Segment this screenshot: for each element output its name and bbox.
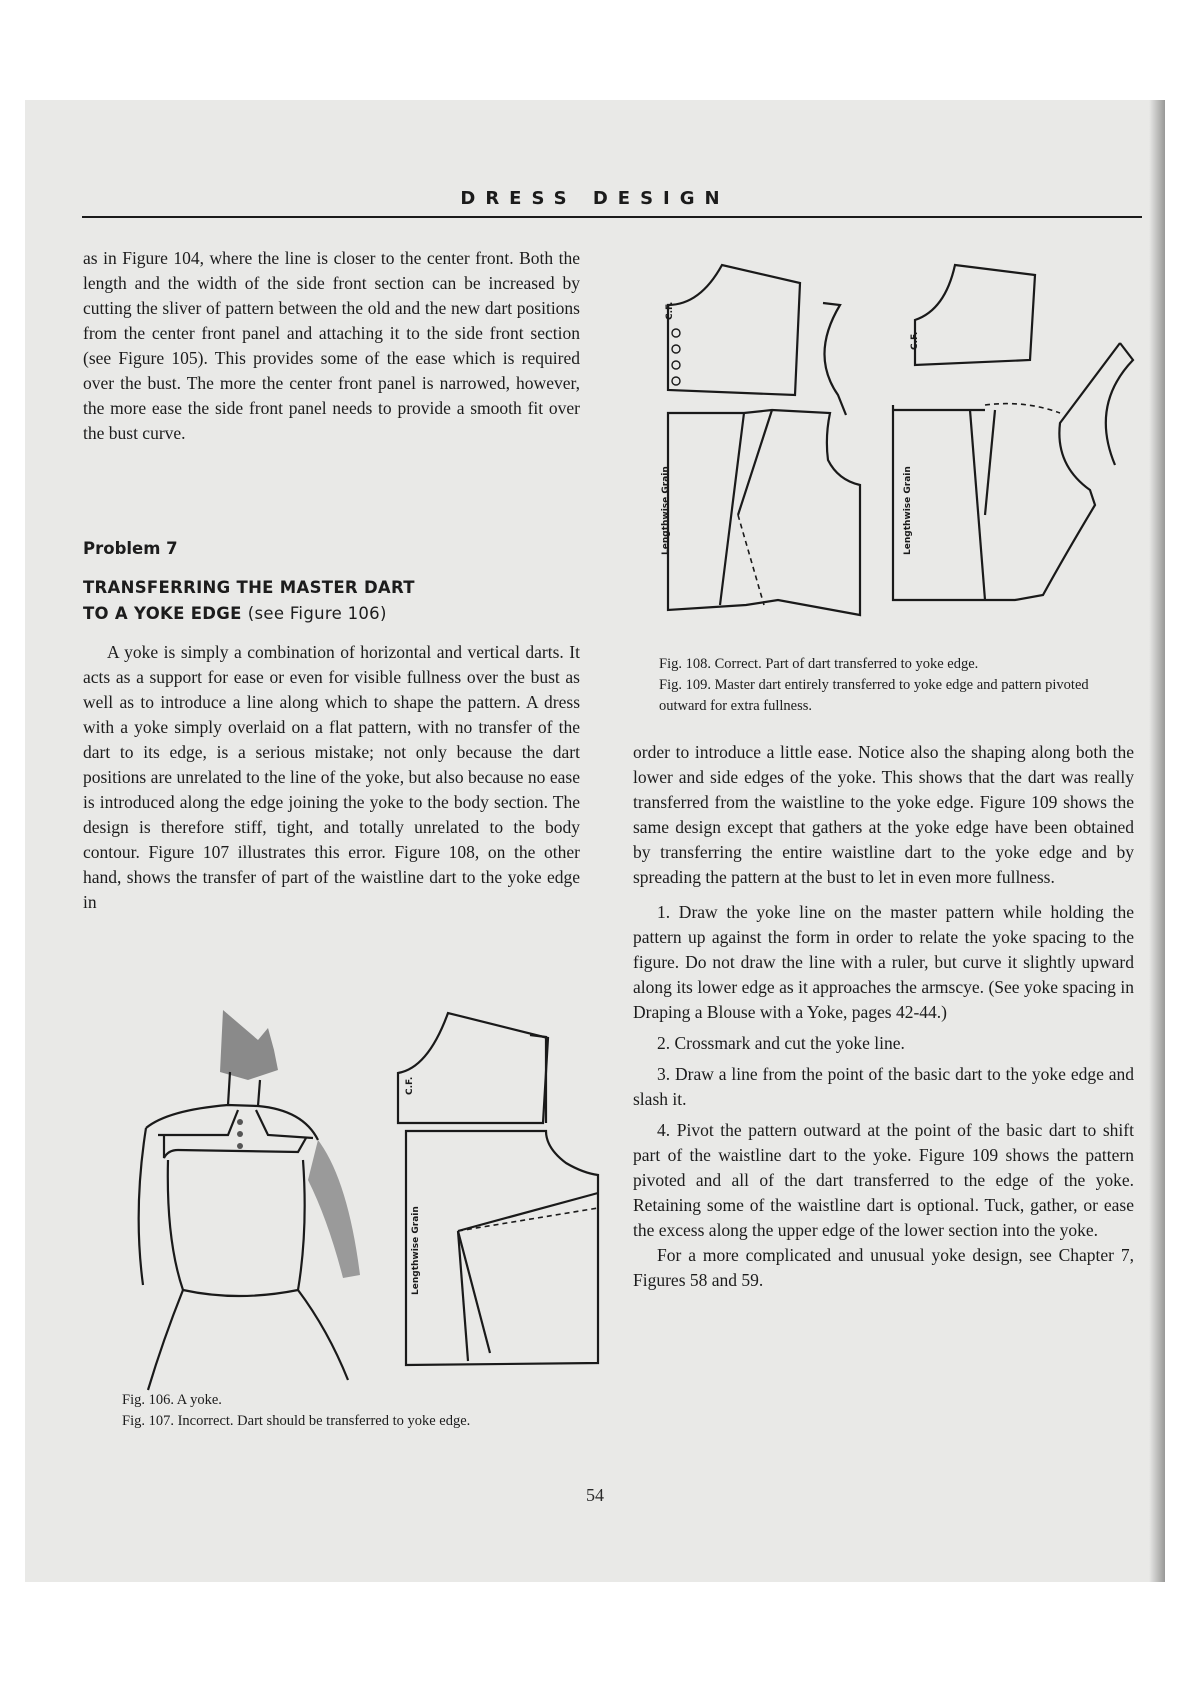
fig108-side-strip — [823, 303, 846, 415]
caption-fig108: Fig. 108. Correct. Part of dart transferred to yoke edge. — [659, 656, 979, 672]
figure-106-dress-sketch — [128, 1010, 368, 1390]
page-number: 54 — [586, 1485, 604, 1505]
fig109-body — [893, 343, 1120, 600]
fig109-dart-right — [985, 410, 995, 515]
fig108-button-3 — [672, 361, 680, 369]
fig107-body — [406, 1131, 598, 1365]
fig107-yoke — [398, 1013, 548, 1123]
yoke-paragraph-block — [83, 640, 580, 915]
fig109-dart-left — [970, 410, 985, 600]
problem-title: Problem 7 — [83, 539, 178, 558]
fig107-grain-label: Lengthwise Grain — [411, 1206, 421, 1295]
fig109-cf-label: C.F. — [910, 331, 920, 350]
fig106-skirt — [148, 1290, 348, 1390]
problem-heading-line1: TRANSFERRING THE MASTER DART — [83, 578, 415, 597]
problem-heading-line2 — [83, 601, 580, 627]
paragraph-continued: as in Figure 104, where the line is closer to the center front. Both the length and the width of the side front section can be increased by cutting the sliver of pattern between the old and the new dart positions from the center front panel and attaching it to the side front section (see Figure 105). This provides some of the ease which is required over the bust. The more the center front panel is narrowed, however, the more ease the side front panel needs to provide a smooth fit over the bust curve. — [83, 248, 580, 443]
running-head: DRESS DESIGN — [460, 188, 730, 209]
problem-block — [83, 536, 580, 627]
paragraph-continued-right: order to introduce a little ease. Notice also the shaping along both the lower and side edges of the yoke. This shows that the dart was really transferred from the waistline to the yoke edge. Figure 109 shows the same design except that gathers at the yoke edge have been obtained by transferring the entire waistline dart to the yoke edge and by spreading the pattern at the bust to let in even more fullness. — [633, 742, 1134, 887]
problem-heading-ref: (see Figure 106) — [247, 604, 387, 623]
fig109-grain-label: Lengthwise Grain — [903, 466, 913, 555]
problem-heading-text: TO A YOKE EDGE — [83, 604, 242, 623]
fig107-cf-label: C.F. — [405, 1076, 415, 1095]
header-rule — [82, 216, 1142, 218]
fig109-gathers-dashed — [985, 404, 1060, 413]
caption-fig107: Fig. 107. Incorrect. Dart should be transferred to yoke edge. — [122, 1413, 471, 1429]
fig106-button-3 — [237, 1143, 243, 1149]
fig108-grain-label: Lengthwise Grain — [661, 466, 671, 555]
fig106-button-1 — [237, 1119, 243, 1125]
fig106-107-captions — [122, 1390, 617, 1432]
fig108-dart-dashed — [738, 515, 764, 605]
left-column — [83, 246, 580, 446]
step-3: 3. Draw a line from the point of the basic dart to the yoke edge and slash it. — [633, 1064, 1134, 1109]
yoke-paragraph: A yoke is simply a combination of horizontal and vertical darts. It acts as a support for ease or even for visible fullness over the bust as well as to introduce a line along which to shape the pattern. A dress with a yoke simply overlaid on a flat pattern, with no transfer of the dart to its edge, is a serious mistake; not only because the dart positions are unrelated to the line of the yoke, but also because no ease is introduced along the edge joining the yoke to the body section. The design is therefore stiff, tight, and totally unrelated to the body contour. Figure 107 illustrates this error. Figure 108, on the other hand, shows the transfer of part of the waistline dart to the yoke edge in — [83, 642, 580, 912]
caption-fig109: Fig. 109. Master dart entirely transferred to yoke edge and pattern pivoted outward for extra fullness. — [659, 677, 1089, 714]
step-2: 2. Crossmark and cut the yoke line. — [657, 1033, 905, 1053]
fig108-button-1 — [672, 329, 680, 337]
figure-107-pattern — [398, 1013, 613, 1368]
fig106-button-2 — [237, 1131, 243, 1137]
caption-fig106: Fig. 106. A yoke. — [122, 1392, 222, 1408]
figure-109-pattern — [885, 265, 1135, 645]
fig109-yoke — [915, 265, 1035, 365]
step-1: 1. Draw the yoke line on the master pattern while holding the pattern up against the form in order to relate the yoke spacing to the figure. Do not draw the line with a ruler, but curve it slightly upward along its lower edge as it approaches the armscye. (See yoke spacing in Draping a Blouse with a Yoke, pages 42-44.) — [633, 902, 1134, 1022]
fig108-body — [668, 410, 860, 615]
fig108-yoke — [668, 265, 800, 395]
fig106-bodice — [168, 1160, 305, 1296]
fig106-head-hair — [220, 1010, 278, 1080]
fig108-cf-label: C.F. — [665, 301, 675, 320]
fig108-109-captions — [659, 654, 1139, 717]
fig106-yoke-lower — [164, 1135, 306, 1158]
closing-note: For a more complicated and unusual yoke design, see Chapter 7, Figures 58 and 59. — [633, 1245, 1134, 1290]
fig108-button-4 — [672, 377, 680, 385]
fig109-side-strip — [1106, 343, 1133, 465]
page-edge-shadow — [1149, 100, 1165, 1582]
fig108-button-2 — [672, 345, 680, 353]
fig106-left-arm — [139, 1128, 146, 1285]
figure-108-pattern — [660, 265, 860, 635]
right-column — [633, 740, 1134, 1293]
fig106-right-sleeve — [308, 1140, 360, 1278]
step-4: 4. Pivot the pattern outward at the point of the basic dart to shift part of the waistline dart to the yoke. Figure 109 shows the pattern pivoted and all of the dart transferred to the edge of the yoke. Retaining some of the waistline dart is optional. Tuck, gather, or ease the excess along the upper edge of the lower section into the yoke. — [633, 1120, 1134, 1240]
